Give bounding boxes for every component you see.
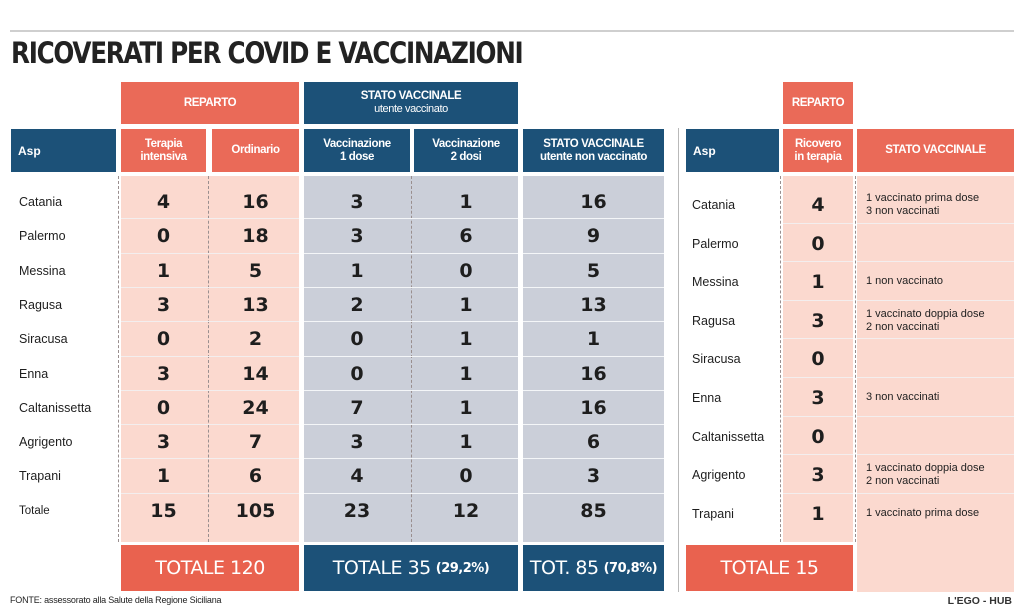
row-name: Enna <box>19 367 49 381</box>
stato-vaccinale-line: 2 non vaccinati <box>866 474 940 487</box>
col-header-asp: Asp <box>11 129 116 172</box>
col-header-non-vaccinato: STATO VACCINALE utente non vaccinato <box>523 129 664 172</box>
column-divider <box>411 176 412 542</box>
cell-ordinario: 7 <box>248 431 263 453</box>
column-divider <box>855 176 856 542</box>
right-cell-ricovero: 1 <box>811 270 825 293</box>
column-divider <box>780 176 781 542</box>
cell-vax1: 2 <box>350 294 364 316</box>
cell-ordinario: 6 <box>248 465 263 487</box>
right-cell-ricovero: 0 <box>811 425 825 448</box>
stato-vaccinale-line: 3 non vaccinati <box>866 204 940 217</box>
right-col-header-stato-vaccinale: STATO VACCINALE <box>857 129 1014 172</box>
right-cell-stato-vaccinale <box>866 417 1012 456</box>
right-cell-stato-vaccinale <box>866 185 1012 224</box>
right-cell-stato-vaccinale <box>866 262 1012 301</box>
row-name: Palermo <box>19 229 66 243</box>
cell-vax2: 1 <box>459 363 473 385</box>
cell-nonvax: 16 <box>580 397 607 419</box>
row-name: Caltanissetta <box>19 401 92 415</box>
cell-vax2: 0 <box>459 465 473 487</box>
right-cell-stato-vaccinale <box>866 339 1012 378</box>
cell-nonvax: 16 <box>580 191 607 213</box>
right-cell-ricovero: 1 <box>811 502 825 525</box>
footer-totale-reparto: TOTALE 120 <box>121 545 299 591</box>
cell-nonvax: 13 <box>580 294 607 316</box>
row-name: Messina <box>19 264 66 278</box>
col-header-vaccinazione-1-dose: Vaccinazione 1 dose <box>304 129 410 172</box>
column-divider <box>118 176 119 542</box>
right-cell-ricovero: 4 <box>811 193 825 216</box>
totals-label: Totale <box>19 505 50 517</box>
stato-vaccinale-line: 1 non vaccinato <box>866 275 944 287</box>
right-footer-totale: TOTALE 15 <box>686 545 853 591</box>
cell-terapia: 3 <box>156 431 171 453</box>
cell-nonvax: 16 <box>580 363 607 385</box>
top-rule <box>10 30 1014 32</box>
cell-ordinario: 24 <box>242 397 269 419</box>
cell-terapia: 3 <box>156 294 171 316</box>
cell-terapia: 0 <box>156 397 171 419</box>
row-name: Siracusa <box>19 332 68 346</box>
col-header-vaccinazione-2-dosi: Vaccinazione 2 dosi <box>414 129 518 172</box>
right-cell-stato-vaccinale <box>866 378 1012 417</box>
right-row-name: Messina <box>692 274 739 289</box>
stato-vaccinale-line: 1 vaccinato doppia dose <box>866 461 985 474</box>
right-cell-stato-vaccinale <box>866 455 1012 494</box>
cell-vax2: 1 <box>459 294 473 316</box>
row-name: Trapani <box>19 469 61 483</box>
cell-nonvax: 5 <box>586 260 601 282</box>
cell-vax1: 3 <box>350 431 364 453</box>
stato-vaccinale-line: 3 non vaccinati <box>866 391 940 403</box>
right-cell-ricovero: 0 <box>811 232 825 255</box>
right-cell-ricovero: 0 <box>811 347 825 370</box>
right-cell-ricovero: 3 <box>811 386 825 409</box>
stato-vaccinale-line: 1 vaccinato prima dose <box>866 191 980 204</box>
cell-vax1: 1 <box>350 260 364 282</box>
cell-vax1: 0 <box>350 363 364 385</box>
table-separator <box>678 128 679 592</box>
cell-vax2: 6 <box>459 225 473 247</box>
cell-vax2: 1 <box>459 328 473 350</box>
total-cell-vax2: 12 <box>452 500 480 522</box>
stato-vaccinale-line: 1 vaccinato prima dose <box>866 507 980 519</box>
cell-terapia: 4 <box>156 191 171 213</box>
total-cell-nonvax: 85 <box>580 500 607 522</box>
right-row-name: Agrigento <box>692 467 746 482</box>
cell-ordinario: 14 <box>242 363 269 385</box>
right-cell-ricovero: 3 <box>811 463 825 486</box>
cell-vax1: 3 <box>350 191 364 213</box>
total-cell-vax1: 23 <box>343 500 371 522</box>
col-header-ordinario: Ordinario <box>212 129 299 172</box>
cell-terapia: 1 <box>156 465 171 487</box>
row-name: Ragusa <box>19 298 63 312</box>
cell-nonvax: 3 <box>586 465 601 487</box>
row-name: Catania <box>19 195 63 209</box>
cell-vax1: 0 <box>350 328 364 350</box>
right-cell-stato-vaccinale <box>866 494 1012 533</box>
cell-terapia: 0 <box>156 225 171 247</box>
right-cell-ricovero: 3 <box>811 309 825 332</box>
total-cell-ordinario: 105 <box>235 500 276 522</box>
stato-vaccinale-line: 2 non vaccinati <box>866 320 940 333</box>
right-row-name: Palermo <box>692 236 739 251</box>
cell-ordinario: 5 <box>248 260 263 282</box>
cell-nonvax: 1 <box>586 328 601 350</box>
page-title: RICOVERATI PER COVID E VACCINAZIONI <box>11 36 523 70</box>
right-row-name: Catania <box>692 197 736 212</box>
cell-ordinario: 16 <box>242 191 269 213</box>
right-cell-stato-vaccinale <box>866 301 1012 340</box>
footer-totale-vaccinati: TOTALE 35 (29,2%) <box>304 545 518 591</box>
group-header-reparto: REPARTO <box>121 82 299 124</box>
cell-terapia: 0 <box>156 328 171 350</box>
cell-nonvax: 9 <box>586 225 601 247</box>
cell-vax1: 7 <box>350 397 364 419</box>
right-col-header-ricovero: Ricovero in terapia <box>783 129 853 172</box>
credit: L'EGO - HUB <box>947 595 1012 607</box>
right-col-header-asp: Asp <box>686 129 779 172</box>
right-row-name: Caltanissetta <box>692 429 765 444</box>
total-cell-terapia: 15 <box>150 500 177 522</box>
stato-vaccinale-line: 1 vaccinato doppia dose <box>866 307 985 320</box>
cell-terapia: 3 <box>156 363 171 385</box>
source-note: FONTE: assessorato alla Salute della Regione Siciliana <box>10 595 222 605</box>
cell-vax2: 1 <box>459 431 473 453</box>
cell-ordinario: 2 <box>248 328 263 350</box>
cell-vax2: 0 <box>459 260 473 282</box>
right-cell-stato-vaccinale <box>866 224 1012 263</box>
cell-ordinario: 18 <box>242 225 269 247</box>
column-divider <box>208 176 209 542</box>
right-row-name: Siracusa <box>692 351 741 366</box>
row-name: Agrigento <box>19 435 73 449</box>
right-row-name: Ragusa <box>692 313 736 328</box>
cell-vax1: 4 <box>350 465 364 487</box>
cell-vax1: 3 <box>350 225 364 247</box>
col-header-terapia-intensiva: Terapia intensiva <box>121 129 206 172</box>
footer-totale-non-vaccinati: TOT. 85 (70,8%) <box>523 545 664 591</box>
right-row-name: Trapani <box>692 506 734 521</box>
cell-terapia: 1 <box>156 260 171 282</box>
right-group-header-reparto: REPARTO <box>783 82 853 124</box>
cell-vax2: 1 <box>459 397 473 419</box>
right-row-name: Enna <box>692 390 722 405</box>
cell-nonvax: 6 <box>586 431 601 453</box>
group-header-stato-vaccinale: STATO VACCINALE utente vaccinato <box>304 82 518 124</box>
cell-vax2: 1 <box>459 191 473 213</box>
cell-ordinario: 13 <box>242 294 269 316</box>
